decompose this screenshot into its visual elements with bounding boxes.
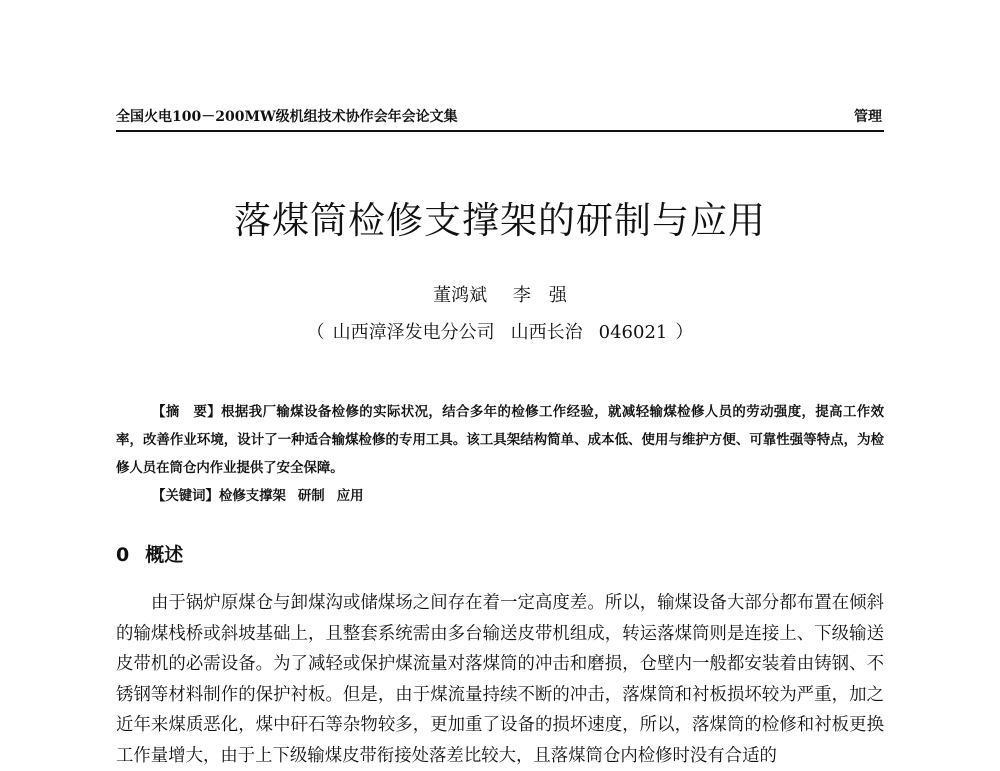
affiliation-postcode: 046021 — [598, 322, 668, 343]
affiliation-city: 山西长治 — [510, 322, 583, 343]
keywords — [152, 482, 375, 510]
header-category: 管理 — [854, 109, 882, 125]
keywords-label: 【关键词】 — [152, 488, 219, 504]
affiliation-open-paren: （ — [306, 322, 325, 343]
body-paragraph: 由于锅炉原煤仓与卸煤沟或储煤场之间存在着一定高度差。所以，输煤设备大部分都布置在倾斜的输煤栈桥或斜坡基础上，且整套系统需由多台输送皮带机组成，转运落煤筒则是连接上、下级输送皮带机的必需设备。为了减轻或保护煤流量对落煤筒的冲击和磨损，仓壁内一般都安装着由铸钢、不锈钢等材料制作的保护衬板。但是，由于煤流量持续不断的冲击，落煤筒和衬板损坏较为严重，加之近年来煤质恶化，煤中矸石等杂物较多，更加重了设备的损坏速度，所以，落煤筒的检修和衬板更换工作量增大，由于上下级输煤皮带衔接处落差比较大，且落煤筒仓内检修时没有合适的 — [116, 593, 884, 766]
affiliation-organization: 山西漳泽发电分公司 — [332, 322, 495, 343]
section-heading — [116, 540, 183, 567]
keyword: 研制 — [297, 488, 325, 504]
running-header — [116, 104, 884, 132]
header-proceedings-title: 全国火电100－200MW级机组技术协作会年会论文集 — [116, 109, 458, 125]
author-affiliation — [0, 318, 1000, 344]
section-title: 概述 — [145, 544, 184, 566]
author-name: 董鸿斌 — [433, 285, 488, 306]
author-list — [0, 281, 1000, 307]
abstract-text: 根据我厂输煤设备检修的实际状况，结合多年的检修工作经验，就减轻输煤检修人员的劳动强度，提高工作效率，改善作业环境，设计了一种适合输煤检修的专用工具。该工具架结构简单、成本低、使用与维护方便、可靠性强等特点，为检修人员在筒仓内作业提供了安全保障。 — [116, 404, 885, 476]
section-number: 0 — [116, 544, 130, 566]
abstract — [116, 398, 884, 482]
keyword: 应用 — [336, 488, 364, 504]
keyword: 检修支撑架 — [218, 488, 286, 504]
author-name: 李 强 — [512, 285, 567, 306]
abstract-label: 【摘 要】 — [152, 404, 222, 420]
paper-title: 落煤筒检修支撑架的研制与应用 — [234, 199, 766, 242]
affiliation-close-paren: ） — [675, 322, 694, 343]
